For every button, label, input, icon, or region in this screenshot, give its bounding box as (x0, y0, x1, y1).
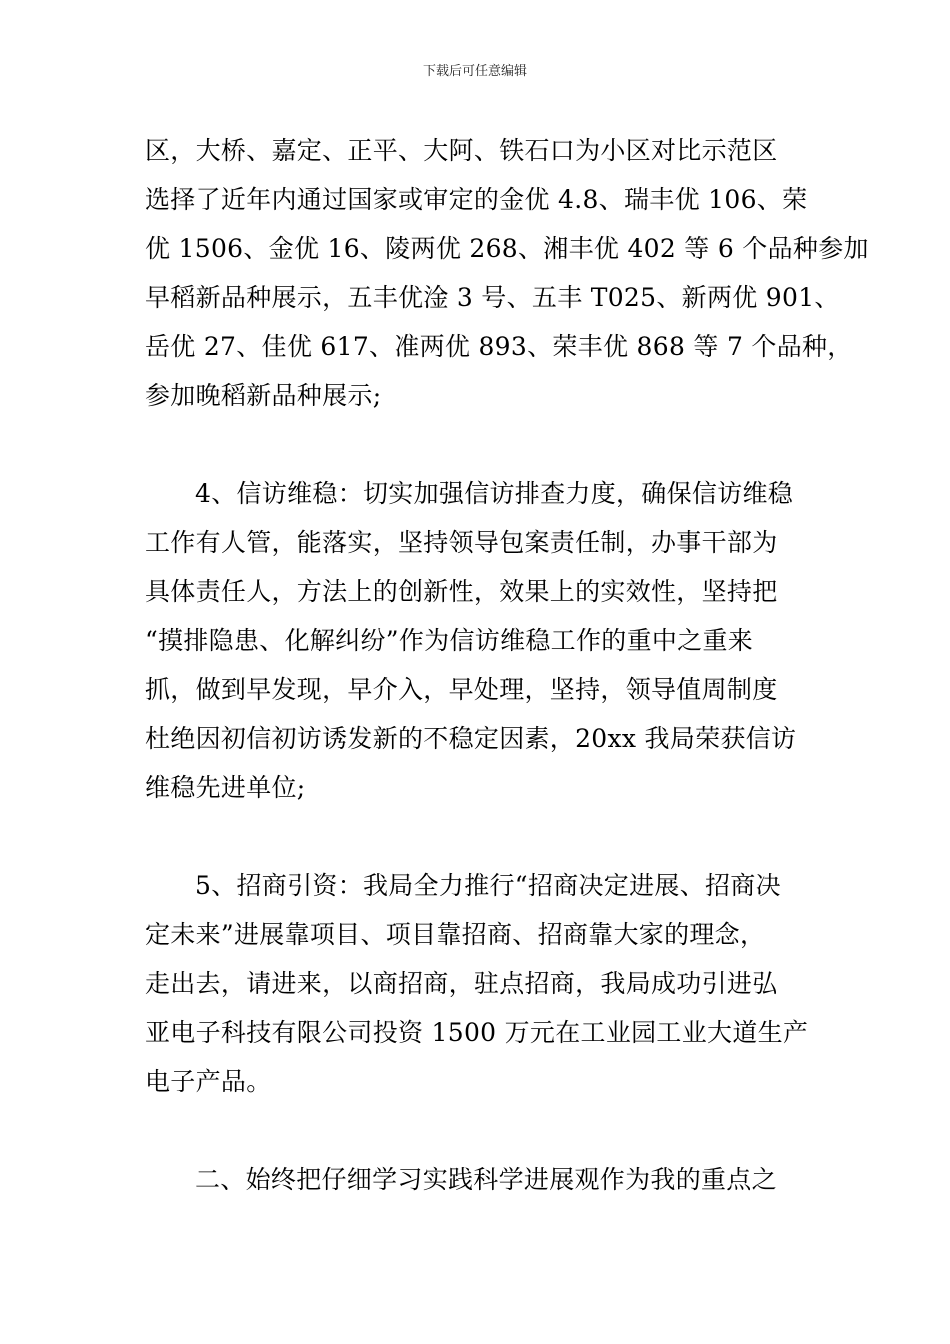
text-line: 杜绝因初信初访诱发新的不稳定因素，20xx 我局荣获信访 (145, 724, 797, 753)
paragraph-spacer (145, 812, 815, 861)
paragraph-section-two (145, 1155, 815, 1204)
text-line: 亚电子科技有限公司投资 1500 万元在工业园工业大道生产 (145, 1018, 809, 1047)
text-line: 抓，做到早发现，早介入，早处理，坚持，领导值周制度 (145, 675, 778, 704)
paragraph-investment (145, 861, 815, 1106)
text-line: 选择了近年内通过国家或审定的金优 4.8、瑞丰优 106、荣 (145, 185, 808, 214)
text-line: 参加晚稻新品种展示; (145, 381, 382, 410)
text-line: 4、信访维稳：切实加强信访排查力度，确保信访维稳 (195, 479, 794, 508)
text-line: 岳优 27、佳优 617、准两优 893、荣丰优 868 等 7 个品种， (145, 332, 853, 361)
text-line: 定未来”进展靠项目、项目靠招商、招商靠大家的理念， (145, 920, 766, 949)
text-line: 工作有人管，能落实，坚持领导包案责任制，办事干部为 (145, 528, 778, 557)
text-line: 区，大桥、嘉定、正平、大阿、铁石口为小区对比示范区 (145, 136, 778, 165)
text-line: 具体责任人，方法上的创新性，效果上的实效性，坚持把 (145, 577, 778, 606)
text-line: 走出去，请进来，以商招商，驻点招商，我局成功引进弘 (145, 969, 778, 998)
text-line: “摸排隐患、化解纠纷”作为信访维稳工作的重中之重来 (145, 626, 754, 655)
paragraph-spacer (145, 420, 815, 469)
page-header: 下载后可任意编辑 (422, 64, 527, 79)
text-line: 电子产品。 (145, 1067, 272, 1096)
paragraph-spacer (145, 1106, 815, 1155)
text-line: 维稳先进单位; (145, 773, 306, 802)
paragraph-petition-stability (145, 469, 815, 812)
text-line: 优 1506、金优 16、陵两优 268、湘丰优 402 等 6 个品种参加 (145, 234, 869, 263)
text-line: 早稻新品种展示，五丰优淦 3 号、五丰 T025、新两优 901、 (145, 283, 840, 312)
paragraph-rice-varieties (145, 126, 869, 420)
section-heading-line: 二、始终把仔细学习实践科学进展观作为我的重点之 (195, 1165, 777, 1194)
document-body (145, 126, 869, 1204)
text-line: 5、招商引资：我局全力推行“招商决定进展、招商决 (195, 871, 781, 900)
